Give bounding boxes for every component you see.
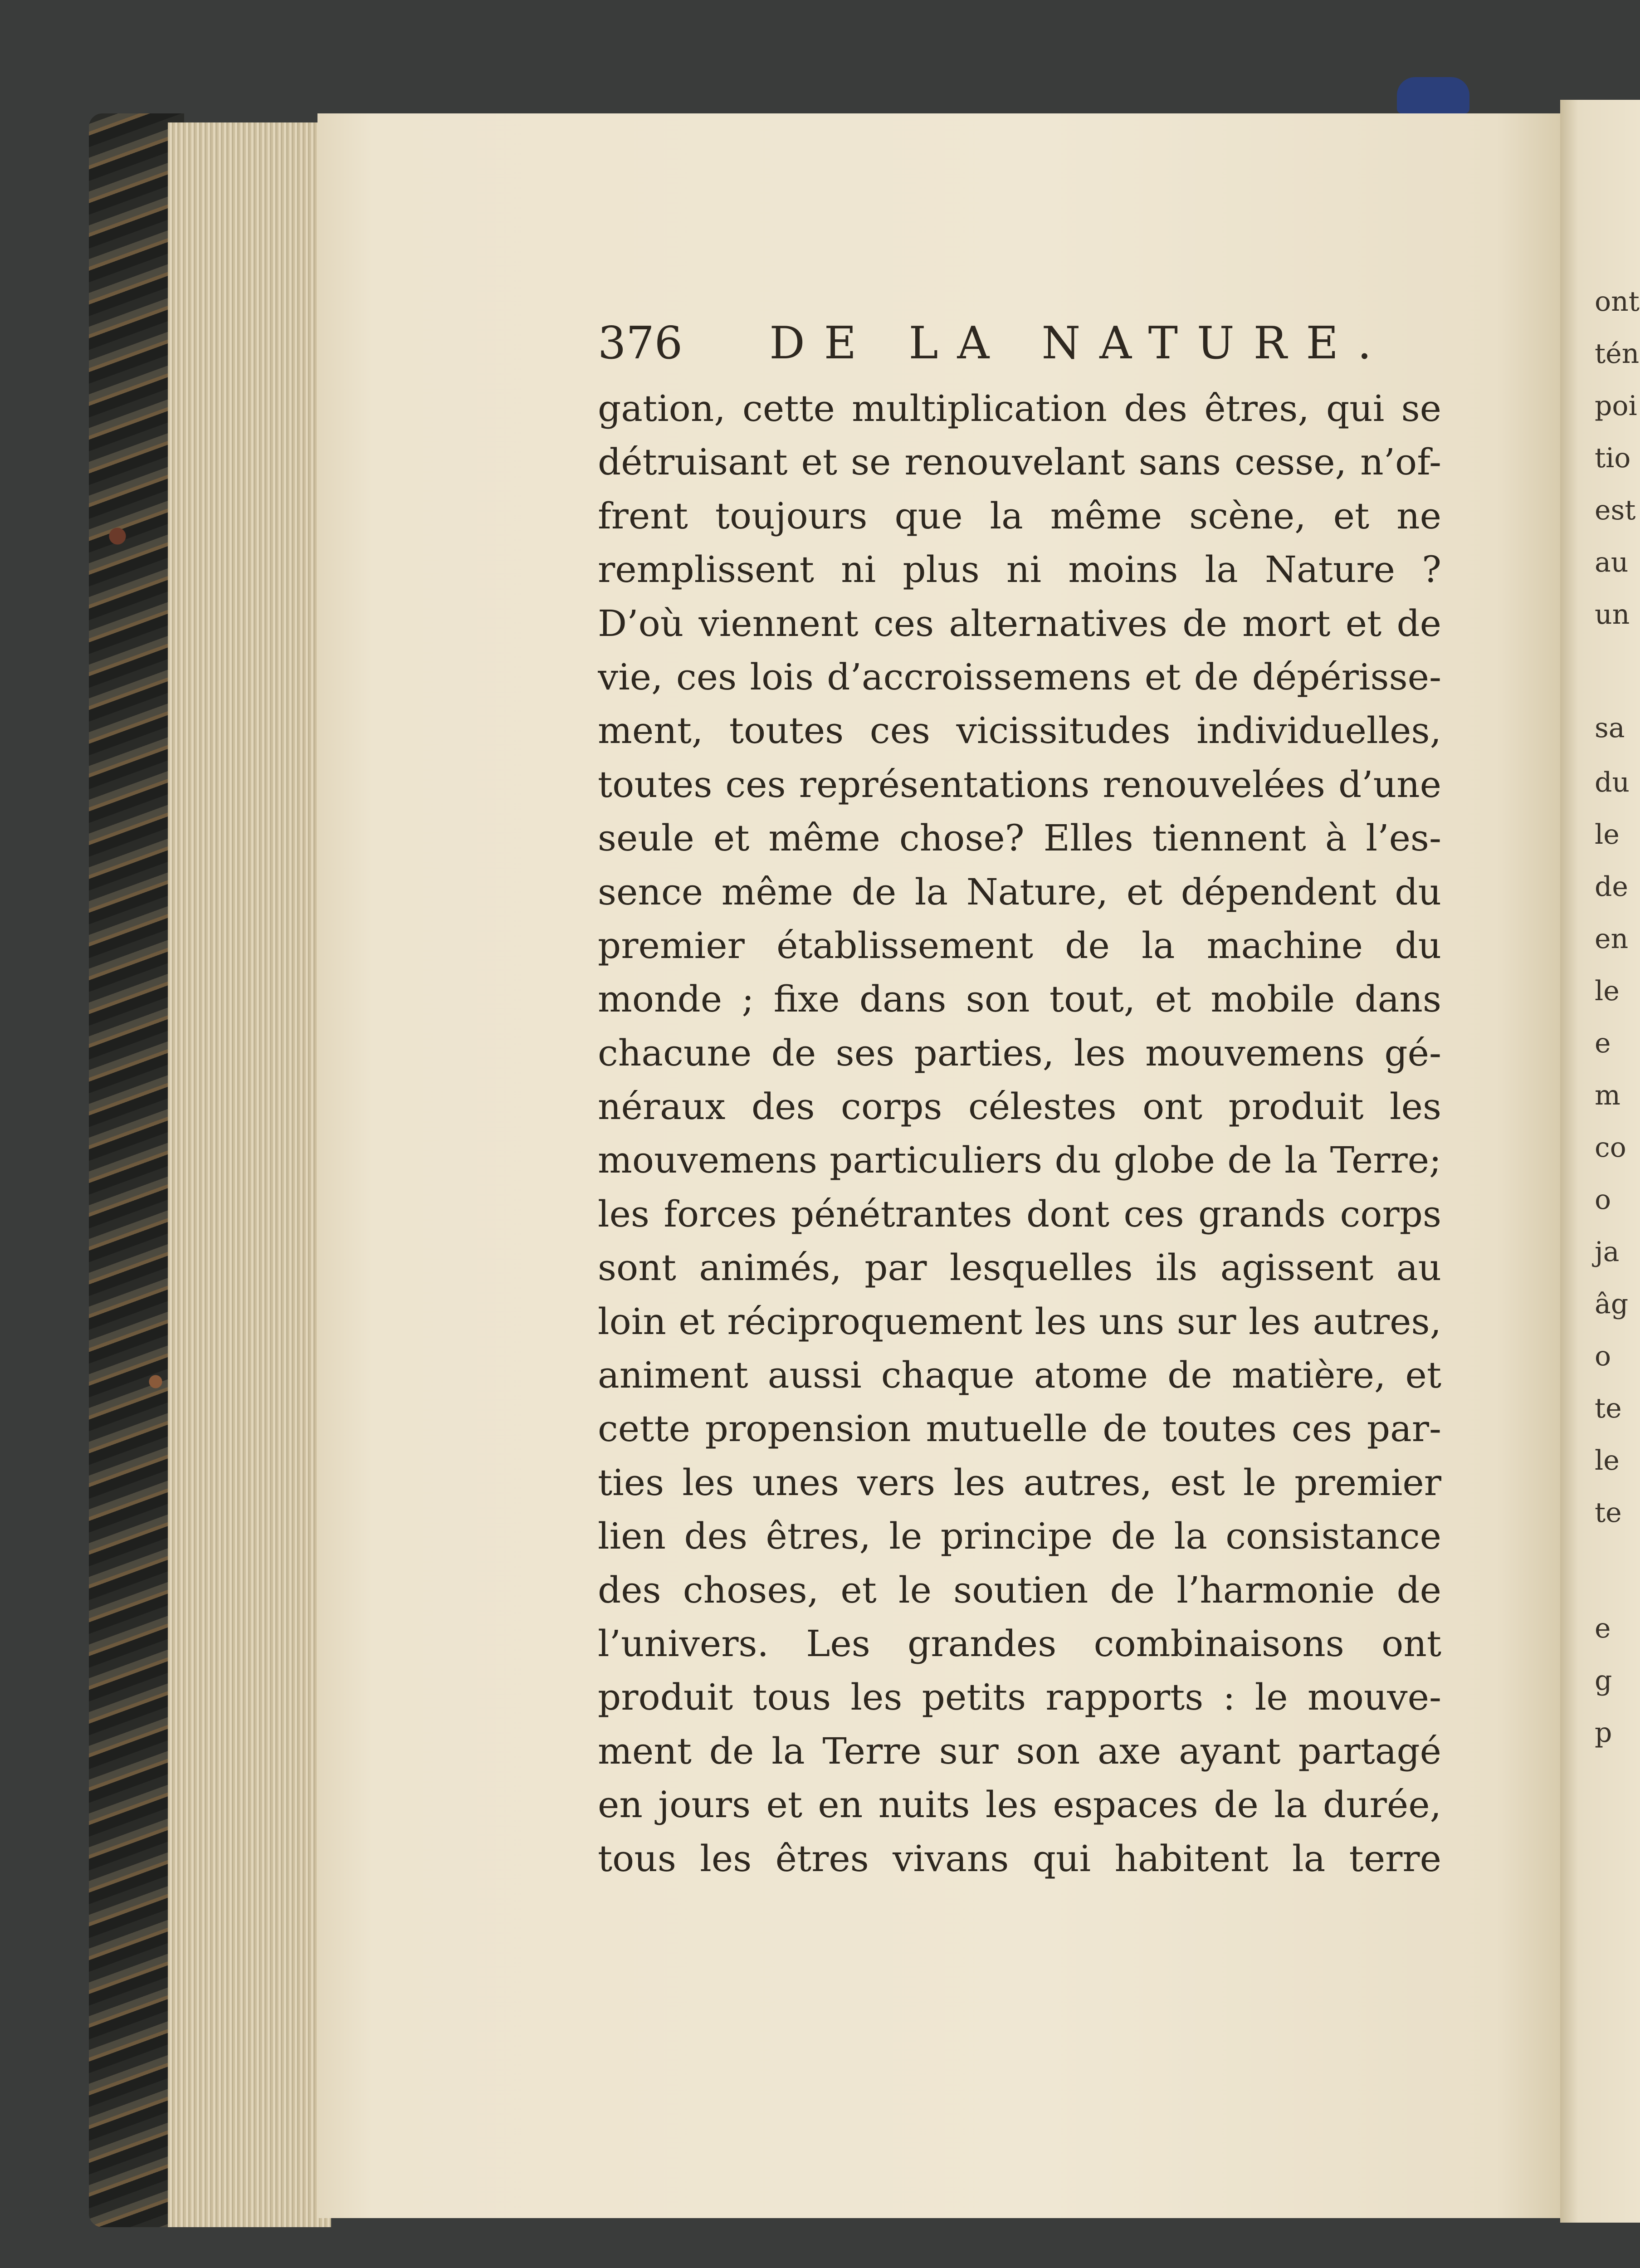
facing-page-fragment: ja	[1595, 1236, 1620, 1268]
page-edges	[168, 122, 331, 2227]
bookmark-ribbon	[1397, 77, 1469, 113]
facing-page-fragment: g	[1595, 1665, 1612, 1696]
text-line: remplissent ni plus ni moins la Nature ?	[598, 548, 1441, 591]
facing-page-fragment: du	[1595, 767, 1630, 798]
text-line: premier établissement de la machine du	[598, 924, 1441, 967]
facing-page-fragment: te	[1595, 1497, 1622, 1529]
facing-page-fragment: e	[1595, 1613, 1611, 1644]
running-head	[598, 318, 1391, 369]
text-line: chacune de ses parties, les mouvemens gé-	[598, 1031, 1441, 1074]
text-line: des choses, et le soutien de l’harmonie de	[598, 1569, 1441, 1611]
page-number: 376	[598, 318, 683, 369]
text-line: ties les unes vers les autres, est le premier	[598, 1461, 1441, 1504]
text-line: mouvemens particuliers du globe de la Terre;	[598, 1139, 1441, 1182]
facing-page-fragment: p	[1595, 1717, 1612, 1749]
text-line: tous les êtres vivans qui habitent la terre	[598, 1837, 1441, 1880]
facing-page-fragment: tén	[1595, 338, 1640, 370]
facing-page-fragment: e	[1595, 1027, 1611, 1059]
text-line: sont animés, par lesquelles ils agissent au	[598, 1246, 1441, 1289]
facing-page-fragment: tio	[1595, 442, 1631, 474]
running-title: DE LA NATURE.	[769, 318, 1391, 369]
body-text	[598, 382, 1441, 1886]
text-line: l’univers. Les grandes combinaisons ont	[598, 1622, 1441, 1665]
facing-page-fragment: sa	[1595, 712, 1625, 744]
facing-page-fragment: poi	[1595, 390, 1637, 422]
facing-page-fragment: le	[1595, 1445, 1620, 1476]
text-line: gation, cette multiplication des êtres, qui se	[598, 387, 1441, 430]
text-line: vie, ces lois d’accroissemens et de dépérisse-	[598, 655, 1441, 698]
text-line: les forces pénétrantes dont ces grands corps	[598, 1193, 1441, 1235]
text-line: ment, toutes ces vicissitudes individuelles,	[598, 709, 1441, 752]
facing-page-fragment: au	[1595, 547, 1629, 578]
text-line: cette propension mutuelle de toutes ces par-	[598, 1408, 1441, 1450]
book-page-right-partial	[1560, 100, 1640, 2223]
text-line: ment de la Terre sur son axe ayant partagé	[598, 1730, 1441, 1772]
text-line: loin et réciproquement les uns sur les autres,	[598, 1300, 1441, 1343]
text-line: lien des êtres, le principe de la consistance	[598, 1515, 1441, 1558]
text-line: toutes ces représentations renouvelées d’une	[598, 763, 1441, 806]
facing-page-fragment: te	[1595, 1393, 1622, 1424]
facing-page-fragment: ont	[1595, 286, 1640, 318]
facing-page-fragment: en	[1595, 923, 1629, 955]
text-line: produit tous les petits rapports : le mouve-	[598, 1676, 1441, 1719]
text-line: en jours et en nuits les espaces de la durée,	[598, 1784, 1441, 1826]
text-line: animent aussi chaque atome de matière, et	[598, 1354, 1441, 1397]
facing-page-fragment: m	[1595, 1080, 1620, 1111]
text-line: frent toujours que la même scène, et ne	[598, 494, 1441, 537]
facing-page-fragment: de	[1595, 871, 1628, 903]
text-line: seule et même chose? Elles tiennent à l’es-	[598, 817, 1441, 860]
facing-page-fragment: le	[1595, 819, 1620, 850]
text-line: détruisant et se renouvelant sans cesse, n’of-	[598, 441, 1441, 484]
facing-page-fragment: le	[1595, 975, 1620, 1007]
text-line: néraux des corps célestes ont produit les	[598, 1085, 1441, 1128]
facing-page-fragment: co	[1595, 1132, 1626, 1163]
facing-page-fragment: est	[1595, 494, 1636, 526]
text-line: monde ; fixe dans son tout, et mobile dans	[598, 978, 1441, 1021]
text-line: sence même de la Nature, et dépendent du	[598, 870, 1441, 913]
text-line: D’où viennent ces alternatives de mort et de	[598, 602, 1441, 645]
facing-page-fragment: un	[1595, 599, 1630, 631]
facing-page-fragment: o	[1595, 1340, 1611, 1372]
facing-page-fragment: o	[1595, 1184, 1611, 1216]
facing-page-fragment: âg	[1595, 1288, 1629, 1320]
